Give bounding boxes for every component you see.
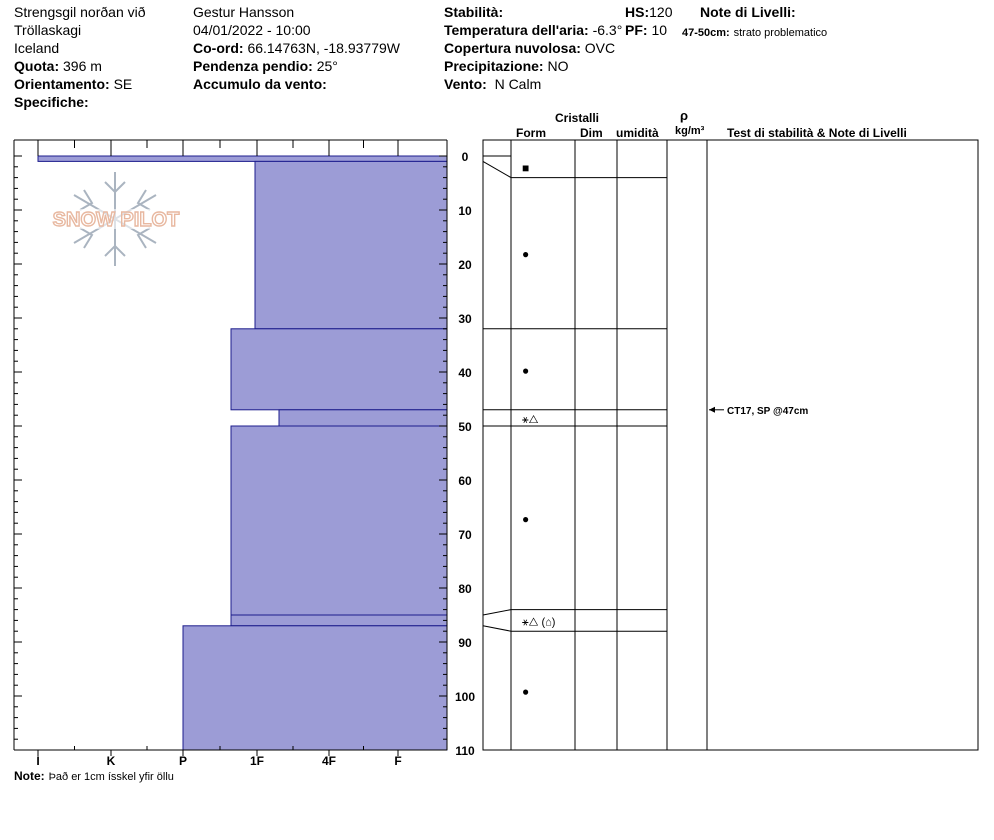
depth-connector-1 — [483, 161, 511, 177]
coord-label: Co-ord: — [193, 40, 244, 56]
grain-form-symbol-3: ⚹△ — [522, 413, 539, 426]
orientation-label: Orientamento: — [14, 76, 110, 92]
hs-value: 120 — [649, 4, 673, 20]
layer-note-range: 47-50cm: — [682, 27, 730, 39]
datetime: 04/01/2022 - 10:00 — [193, 22, 311, 38]
grain-form-symbol-0: ■ — [522, 160, 530, 175]
slope-label: Pendenza pendio: — [193, 58, 313, 74]
grain-form-symbol-5: ⚹△ (⌂) — [522, 616, 556, 629]
hardness-layer-0 — [38, 156, 447, 161]
wind-value: N Calm — [494, 76, 542, 92]
moisture-header: umidità — [616, 126, 659, 140]
depth-label-20: 20 — [458, 258, 472, 272]
location-line-1: Strengsgil norðan við — [14, 4, 146, 20]
depth-connector-5 — [483, 610, 511, 615]
hardness-label-1: K — [106, 754, 116, 768]
hardness-layer-1 — [255, 161, 447, 328]
depth-label-100: 100 — [454, 690, 476, 704]
cloud-value: OVC — [584, 40, 616, 56]
hardness-layer-4 — [231, 426, 447, 615]
hardness-layer-6 — [183, 626, 447, 750]
layer-note-text: strato problematico — [733, 27, 828, 39]
precip-value: NO — [547, 58, 569, 74]
depth-label-70: 70 — [458, 528, 472, 542]
observer: Gestur Hansson — [193, 4, 295, 20]
density-unit-header: kg/m³ — [675, 125, 705, 137]
form-header: Form — [516, 126, 546, 140]
pf-label: PF: — [625, 22, 648, 38]
hardness-layer-5 — [231, 615, 447, 626]
location-line-2: Tröllaskagi — [14, 22, 82, 38]
logo-text: SNOW PILOT — [52, 209, 180, 231]
pf-value: 10 — [651, 22, 668, 38]
table-frame — [483, 140, 978, 750]
rho-header: ρ — [680, 108, 689, 123]
depth-label-40: 40 — [458, 366, 472, 380]
grain-form-symbol-4: ● — [522, 511, 530, 526]
grain-form-symbol-2: ● — [522, 363, 530, 378]
note-label: Note: — [14, 769, 45, 783]
precip-label: Precipitazione: — [444, 58, 544, 74]
grain-form-symbol-1: ● — [522, 247, 530, 262]
quota-value: 396 m — [63, 58, 102, 74]
hardness-label-4: 4F — [321, 754, 337, 768]
depth-label-10: 10 — [458, 204, 472, 218]
stability-arrow-head — [709, 407, 715, 413]
hardness-layer-3 — [279, 410, 447, 426]
depth-label-60: 60 — [458, 474, 472, 488]
stability-notes-header: Test di stabilità & Note di Livelli — [727, 126, 907, 140]
hardness-layer-2 — [231, 329, 447, 410]
depth-label-50: 50 — [458, 420, 472, 434]
hs-label: HS: — [625, 4, 650, 20]
layer-notes-label: Note di Livelli: — [700, 4, 796, 20]
dim-header: Dim — [580, 126, 603, 140]
hardness-label-2: P — [178, 754, 188, 768]
crystal-table — [483, 140, 978, 750]
grain-form-symbol-6: ● — [522, 684, 530, 699]
stability-test-text: CT17, SP @47cm — [727, 405, 809, 417]
hardness-label-5: F — [394, 754, 402, 768]
wind-label: Vento: — [444, 76, 487, 92]
crystals-header: Cristalli — [555, 111, 600, 125]
orientation-value: SE — [113, 76, 133, 92]
depth-label-90: 90 — [458, 636, 472, 650]
depth-label-80: 80 — [458, 582, 472, 596]
hardness-label-0: I — [36, 754, 40, 768]
cloud-label: Copertura nuvolosa: — [444, 40, 581, 56]
snowpilot-logo — [40, 172, 192, 266]
quota-label: Quota: — [14, 58, 60, 74]
depth-connector-6 — [483, 626, 511, 631]
air-temp-value: -6.3° — [592, 22, 623, 38]
hardness-layers — [38, 156, 447, 750]
hardness-label-3: 1F — [249, 754, 265, 768]
depth-label-0: 0 — [461, 150, 469, 164]
note-text: Það er 1cm ísskel yfir öllu — [48, 771, 174, 783]
wind-load-label: Accumulo da vento: — [193, 76, 327, 92]
slope-value: 25° — [316, 58, 338, 74]
air-temp-label: Temperatura dell'aria: — [444, 22, 589, 38]
stability-label: Stabilità: — [444, 4, 504, 20]
depth-label-30: 30 — [458, 312, 472, 326]
specifics-label: Specifiche: — [14, 94, 89, 110]
location-line-3: Iceland — [14, 40, 60, 56]
depth-label-110: 110 — [455, 744, 475, 758]
coord-value: 66.14763N, -18.93779W — [247, 40, 400, 56]
